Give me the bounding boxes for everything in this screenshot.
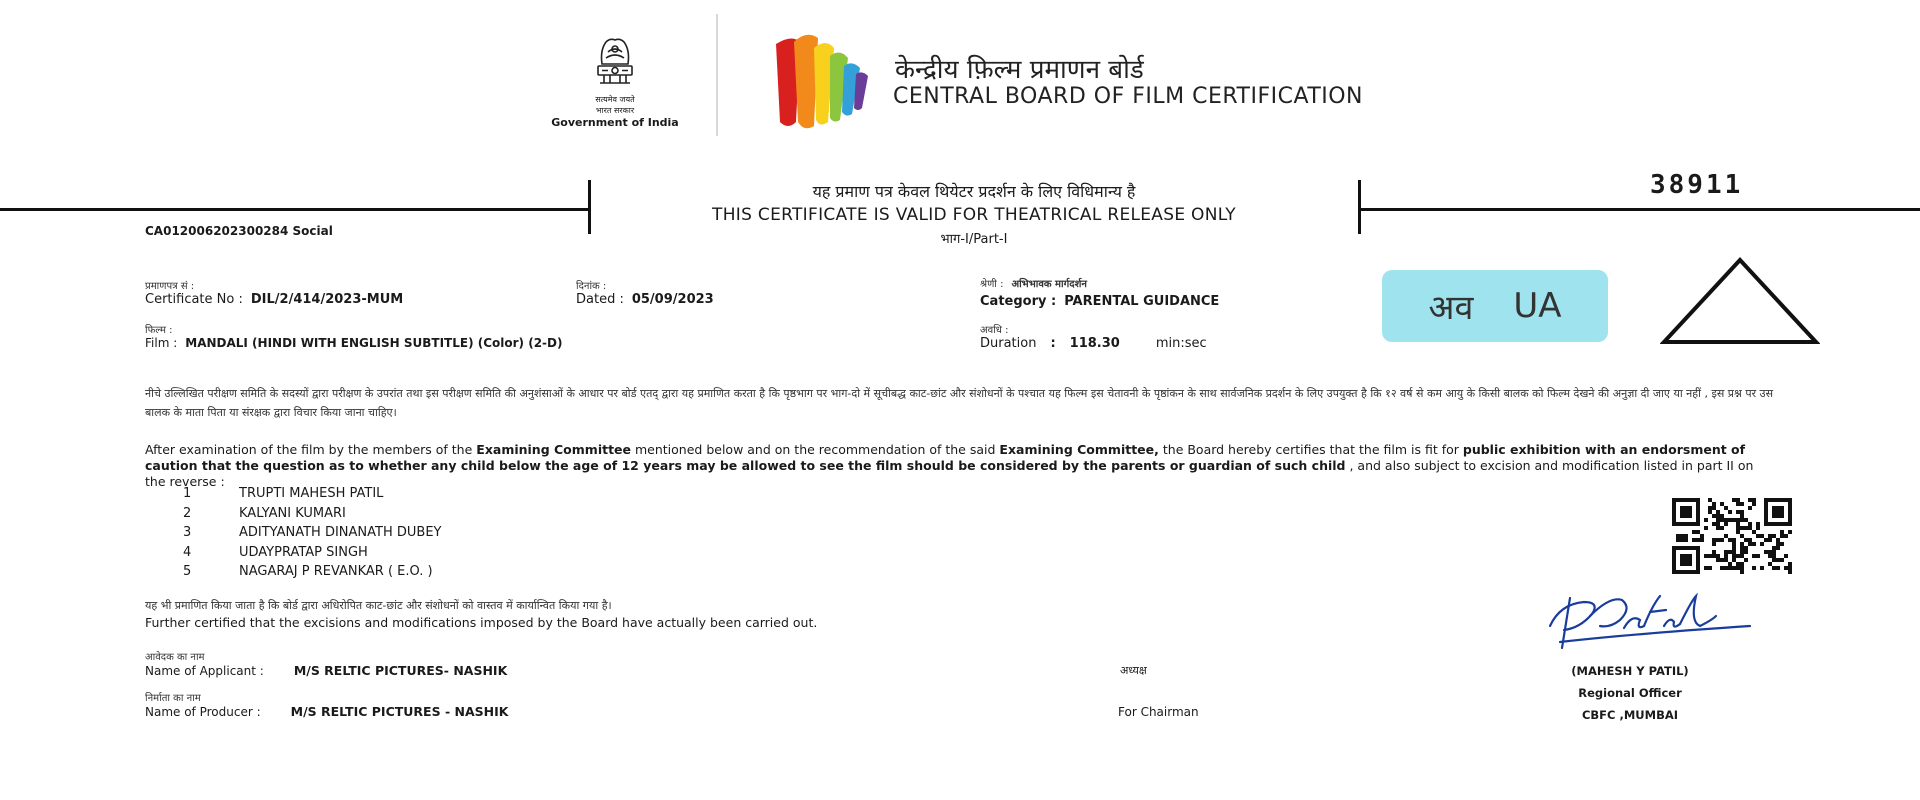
producer-name: M/S RELTIC PICTURES - NASHIK <box>290 704 509 719</box>
producer-label: Name of Producer : <box>145 705 261 719</box>
member-number: 2 <box>183 505 192 521</box>
certificate-date: 05/09/2023 <box>631 292 714 307</box>
duration-block <box>980 322 1207 351</box>
duration-label: Duration <box>980 336 1037 351</box>
committee-member <box>183 543 441 563</box>
board-name-hindi: केन्द्रीय फ़िल्म प्रमाणन बोर्ड <box>895 55 1144 85</box>
duration-colon: : <box>1050 336 1056 351</box>
validity-banner <box>590 180 1358 247</box>
validity-hindi: यह प्रमाण पत्र केवल थियेटर प्रदर्शन के लिए विधिमान्य है <box>812 182 1136 201</box>
signature-icon <box>1540 586 1780 656</box>
certificate-label: Certificate No : <box>145 292 243 307</box>
signatory-block <box>1540 660 1720 726</box>
certification-text-segment: After examination of the film by the members of the <box>145 442 477 457</box>
chairman-label-hindi: अध्यक्ष <box>1120 664 1147 677</box>
government-emblem <box>540 30 690 129</box>
part-label: भाग-I/Part-I <box>940 232 1008 247</box>
triangle-symbol-icon <box>1660 256 1820 346</box>
member-name: KALYANI KUMARI <box>239 505 346 521</box>
category-value: PARENTAL GUIDANCE <box>1064 294 1220 309</box>
category-block <box>980 276 1219 309</box>
member-name: ADITYANATH DINANATH DUBEY <box>239 525 442 541</box>
government-of-india: Government of India <box>551 116 679 129</box>
header-divider <box>716 14 718 136</box>
committee-members-list <box>183 484 441 582</box>
member-name: UDAYPRATAP SINGH <box>239 544 368 560</box>
member-number: 1 <box>183 486 192 502</box>
category-label: Category : <box>980 294 1057 309</box>
certificate-number-block <box>145 278 403 307</box>
member-number: 4 <box>183 544 192 560</box>
committee-member <box>183 504 441 524</box>
rating-badge <box>1382 270 1608 342</box>
rating-hindi: अव <box>1428 288 1474 328</box>
certification-text-segment: mentioned below and on the recommendation of the said <box>631 442 1000 457</box>
certification-text-segment: the Board hereby certifies that the film is fit for <box>1158 442 1463 457</box>
ashoka-emblem-icon <box>584 30 646 92</box>
applicant-label: Name of Applicant : <box>145 664 264 678</box>
date-block <box>576 278 714 307</box>
signatory-title: Regional Officer <box>1578 686 1682 700</box>
signatory-office: CBFC ,MUMBAI <box>1581 708 1679 722</box>
duration-label-hindi: अवधि : <box>980 325 1009 336</box>
duration-unit: min:sec <box>1155 336 1207 351</box>
qr-code-icon <box>1672 498 1792 574</box>
member-name: TRUPTI MAHESH PATIL <box>239 486 384 502</box>
certificate-label-hindi: प्रमाणपत्र सं : <box>145 281 195 292</box>
banner-rule-left <box>0 208 590 211</box>
applicant-label-hindi: आवेदक का नाम <box>145 652 205 663</box>
applicant-block <box>145 649 507 678</box>
applicant-name: M/S RELTIC PICTURES- NASHIK <box>293 663 508 678</box>
film-title: MANDALI (HINDI WITH ENGLISH SUBTITLE) (Color) (2-D) <box>185 336 563 350</box>
cbfc-logo-icon <box>770 22 880 132</box>
duration-value: 118.30 <box>1069 336 1120 351</box>
reference-number: CA012006202300284 Social <box>145 224 333 238</box>
film-label: Film : <box>145 336 178 350</box>
category-value-hindi: अभिभावक मार्गदर्शन <box>1011 279 1087 290</box>
member-number: 5 <box>183 564 192 580</box>
film-label-hindi: फिल्म : <box>145 325 173 336</box>
rating-code: UA <box>1513 286 1562 326</box>
serial-number: 38911 <box>1650 170 1744 200</box>
member-name: NAGARAJ P REVANKAR ( E.O. ) <box>239 564 433 580</box>
certification-text-english <box>145 442 1775 490</box>
dated-label-hindi: दिनांक : <box>576 281 607 292</box>
category-label-hindi: श्रेणी : <box>980 279 1004 290</box>
further-certified-english: Further certified that the excisions and modifications imposed by the Board have actually been carried out. <box>145 615 818 630</box>
certification-text-hindi: नीचे उल्लिखित परीक्षण समिति के सदस्यों द्वारा परीक्षण के उपरांत तथा इस परीक्षण समिति की अनुशंसाओं के आधार पर बोर्ड एतद् द्वारा यह प्रमाणित करता है कि पृष्ठभाग पर भाग-दो में सूचीबद्ध काट-छांट और संशोधनों के पश्चात यह फिल्म इस चेतावनी के पृष्ठांकन के साथ सार्वजनिक प्रदर्शन के लिए उपयुक्त है कि १२ वर्ष से कम आयु के किसी बालक को फिल्म देखने की अनुज्ञा दी जाए या नहीं , इस प्रश्न पर उस बालक के माता पिता या संरक्षक द्वारा विचार किया जाना चाहिए। <box>145 387 1774 419</box>
government-hindi: भारत सरकार <box>595 106 635 115</box>
banner-bracket-right <box>1358 180 1361 234</box>
certification-text-segment: , and also subject to excision and modification listed in part II on the reverse : <box>145 458 1754 489</box>
banner-rule-right <box>1360 208 1920 211</box>
signatory-name: (MAHESH Y PATIL) <box>1571 664 1689 678</box>
member-number: 3 <box>183 525 192 541</box>
committee-member <box>183 562 441 582</box>
committee-member <box>183 484 441 504</box>
film-block <box>145 322 562 350</box>
for-chairman: For Chairman <box>1118 705 1199 719</box>
certificate-number: DIL/2/414/2023-MUM <box>250 292 404 307</box>
emblem-motto: सत्यमेव जयते <box>595 95 635 104</box>
certification-text-segment: Examining Committee, <box>999 442 1159 457</box>
board-name-english: CENTRAL BOARD OF FILM CERTIFICATION <box>893 84 1364 109</box>
validity-english: THIS CERTIFICATE IS VALID FOR THEATRICAL RELEASE ONLY <box>712 205 1236 225</box>
producer-label-hindi: निर्माता का नाम <box>145 693 201 704</box>
further-certified-hindi: यह भी प्रमाणित किया जाता है कि बोर्ड द्वारा अधिरोपित काट-छांट और संशोधनों को वास्तव में कार्यान्वित किया गया है। <box>145 599 612 612</box>
producer-block <box>145 690 508 719</box>
committee-member <box>183 523 441 543</box>
dated-label: Dated : <box>576 292 624 307</box>
certification-text-segment: public exhibition with an endorsment of caution that the question as to whether any child below the age of 12 years may be allowed to see the film should be considered by the parents or guardian of such child <box>145 442 1746 473</box>
certification-text-segment: Examining Committee <box>476 442 632 457</box>
